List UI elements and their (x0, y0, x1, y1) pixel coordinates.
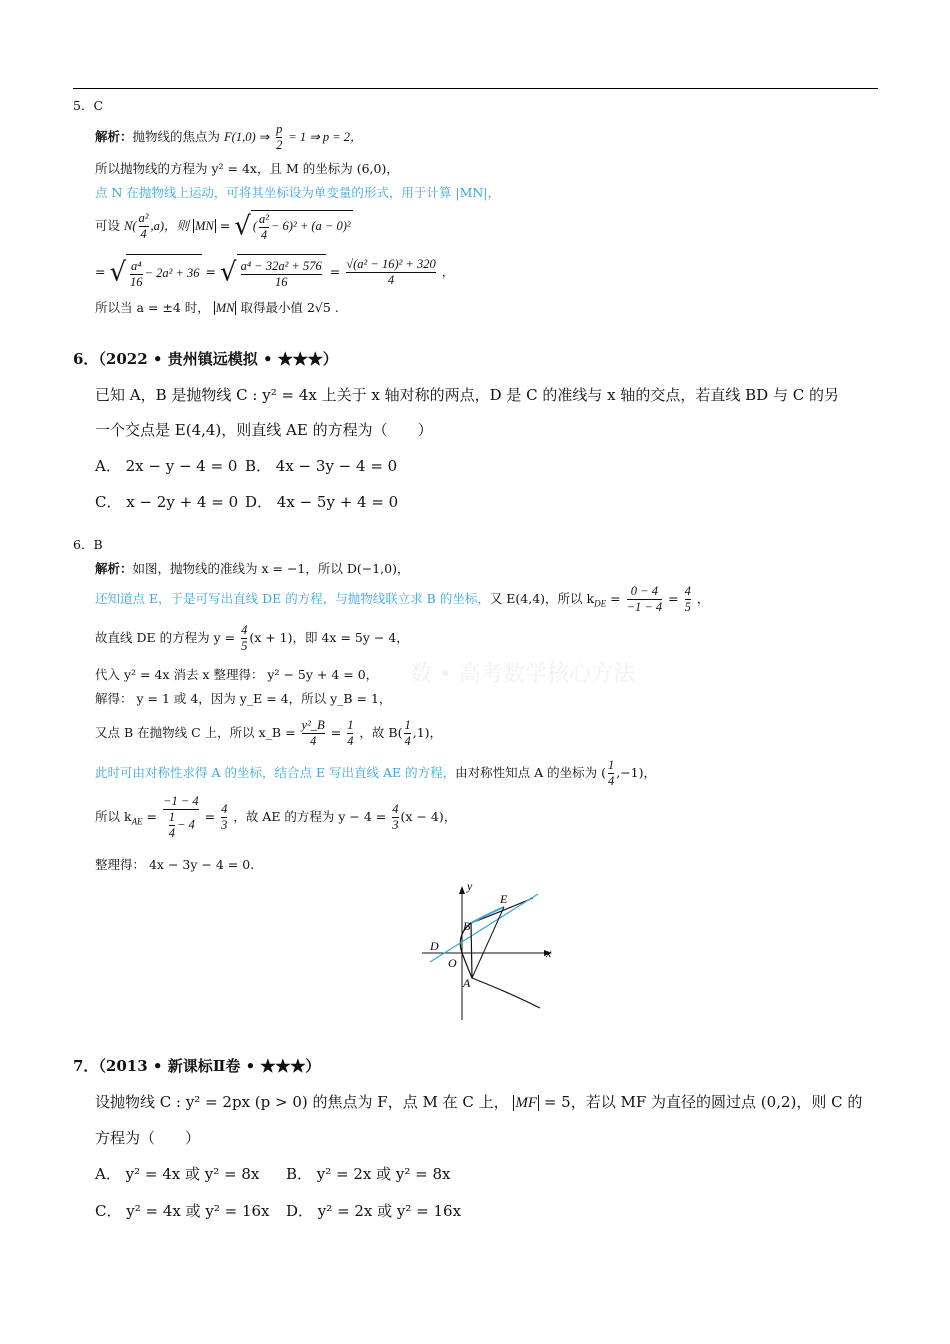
frac-num: 4 (392, 802, 399, 816)
header-rule (73, 88, 878, 89)
q6-l7-end: ,−1)， (616, 765, 657, 780)
q6-frac-1-4-c (608, 758, 614, 789)
q6-frac-4-3-a (221, 802, 227, 833)
q5-frac-final (346, 257, 436, 288)
q5-l6-post: 取得最小值 2√5 . (240, 300, 339, 315)
q6-l6-pre: 又点 B 在抛物线 C 上，所以 x_B = (95, 725, 296, 740)
frac-num: 1 (607, 758, 615, 772)
q6-answer (73, 536, 103, 554)
q6-frac-4-5 (685, 584, 691, 615)
frac-den: 4 (260, 227, 268, 242)
frac-num: y²_B (301, 718, 325, 732)
frac-den: 5 (684, 600, 691, 614)
q6-l3-post: (x + 1)，即 4x = 5y − 4， (249, 630, 409, 645)
parabola-figure (420, 880, 560, 1022)
frac-den: 16 (130, 274, 143, 289)
rad-rest: − 2a² + 36 (144, 266, 200, 280)
solution-label: 解析： (95, 129, 133, 144)
rad-post: − 6)² + (a − 0)² (270, 219, 351, 233)
q6-l2-end: ， (696, 591, 710, 606)
segment-ab (471, 923, 472, 978)
q5-abs-MN-min: MN (215, 301, 235, 315)
q6-l1: 如图，抛物线的准线为 x = −1，所以 D(−1,0)， (132, 561, 410, 576)
q7-header: 7．（2013 • 新课标Ⅱ卷 • ★★★） (73, 1057, 321, 1075)
frac-den: 4 (607, 774, 615, 788)
q6-option-b: B． 4x − 3y − 4 = 0 (245, 457, 398, 475)
q6-solution-line-5: 解得： y = 1 或 4，因为 y_E = 4，所以 y_B = 1， (95, 691, 392, 706)
q5-solution-line-1: 解析：抛物线的焦点为 F(1,0) ⇒ $\frac{p}{2}$ = 1 ⇒ p = 2， (95, 122, 363, 152)
q5-l4-eq: = (219, 217, 231, 233)
frac-den: −1 − 4 (626, 600, 663, 614)
q5-frac-a2-over-4 (139, 211, 149, 242)
q6-l6-mid: ，故 B( (359, 725, 403, 740)
q6-solution-line-1 (95, 560, 410, 578)
q6-frac-1-4-a (347, 718, 353, 749)
frac-den: 3 (392, 818, 399, 832)
frac-den: 4 (168, 826, 176, 840)
q6-solution-line-3 (95, 621, 409, 655)
q6-kae-sub: AE (131, 816, 143, 827)
frac-num: 1 (347, 718, 354, 732)
q6-answer-letter: B (93, 537, 103, 552)
q6-frac-yb2-4 (302, 718, 325, 749)
q5-l5-end: ， (441, 264, 455, 279)
q6-l2-eq: = (610, 591, 621, 606)
line-ae (472, 907, 504, 978)
point-d-label: D (430, 939, 439, 953)
q5-l1-text: 抛物线的焦点为 (132, 129, 221, 144)
q6-header: 6．（2022 • 贵州镇远模拟 • ★★★） (73, 350, 338, 368)
q6-option-d: D． 4x − 5y + 4 = 0 (245, 493, 399, 511)
q6-stem-line-2: 一个交点是 E(4,4)，则直线 AE 的方程为（ ） (95, 421, 433, 439)
q6-frac-slope-de (627, 584, 663, 615)
frac-den: 4 (346, 272, 436, 288)
q5-frac-p-over-2 (276, 122, 282, 153)
q6-frac-slope-ae (163, 794, 199, 841)
y-axis-arrow (459, 886, 465, 894)
q6-solution-line-9: 整理得： 4x − 3y − 4 = 0. (95, 857, 255, 872)
frac-den: 2 (276, 138, 283, 152)
q6-stem-line-1: 已知 A，B 是抛物线 C : y² = 4x 上关于 x 轴对称的两点，D 是 C 的准线与 x 轴的交点，若直线 BD 与 C 的另 (95, 386, 839, 404)
q5-solution-line-2: 所以抛物线的方程为 y² = 4x，且 M 的坐标为 (6,0)， (95, 161, 399, 176)
q5-hint-line: 点 N 在抛物线上运动，可将其坐标设为单变量的形式，用于计算 |MN|， (95, 185, 501, 200)
origin-label: O (448, 956, 457, 970)
q6-solution-line-6 (95, 716, 442, 750)
q5-l4-pre: 可设 (95, 217, 121, 233)
q6-l8-mid: ，故 AE 的方程为 y − 4 = (233, 809, 387, 824)
q7-stem-post: = 5，若以 MF 为直径的圆过点 (0,2)，则 C 的 (543, 1093, 863, 1111)
q6-answer-number: 6． (73, 537, 94, 552)
solution-label: 解析： (95, 561, 133, 576)
q5-point-N: N( (124, 218, 137, 233)
frac-den: 4 (347, 734, 354, 748)
q6-frac-1-4-b (404, 718, 410, 749)
q5-l5-eq: = (95, 264, 106, 279)
q6-solution-line-4: 代入 y² = 4x 消去 x 整理得： y² − 5y + 4 = 0， (95, 667, 379, 682)
frac-num: 4 (221, 802, 228, 816)
q7-option-c: C． y² = 4x 或 y² = 16x (95, 1202, 270, 1220)
frac-den: 4 (404, 734, 411, 748)
frac-num: √(a² − 16)² + 320 (346, 257, 436, 271)
frac-den: 16 (241, 274, 322, 290)
q6-solution-line-8 (95, 794, 456, 845)
q7-stem-line-1 (95, 1093, 862, 1112)
q6-l8-end: (x − 4)， (400, 809, 457, 824)
frac-num: −1 − 4 (163, 794, 199, 808)
q6-l7-text: 由对称性知点 A 的坐标为 ( (455, 765, 606, 780)
frac-num: a⁴ (130, 258, 142, 273)
q6-option-a: A． 2x − y − 4 = 0 (95, 457, 238, 475)
frac-num: a² (258, 211, 269, 226)
frac-num: 1 (168, 810, 176, 824)
q6-l6-end: ,1)， (412, 725, 443, 740)
y-axis-label: y (467, 880, 473, 893)
frac-den: 4 (302, 733, 325, 749)
q6-frac-line-de (241, 623, 247, 654)
point-a-label: A (463, 976, 471, 990)
q6-solution-line-7 (95, 756, 656, 790)
q5-focus: F(1,0) (224, 130, 256, 144)
frac-den-rest: − 4 (177, 817, 195, 832)
q5-solution-line-4 (95, 210, 353, 243)
q7-option-b: B． y² = 2x 或 y² = 8x (286, 1165, 451, 1183)
q7-stem-pre: 设抛物线 C : y² = 2px (p > 0) 的焦点为 F，点 M 在 C 上， (95, 1093, 509, 1111)
frac-den: 5 (241, 639, 248, 653)
q6-hint-1: 还知道点 E，于是可写出直线 DE 的方程，与抛物线联立求 B 的坐标， (95, 591, 490, 606)
q5-radical-3: √ $\frac{\text{a⁴ − 32a² + 576}}{16}$ (220, 254, 326, 291)
frac-num: 4 (684, 584, 691, 598)
q6-l8-pre: 所以 k (95, 809, 132, 824)
q5-solution-line-5: = √ $\frac{\text{a⁴}}{16}$ − 2a² + 36 = √ $\frac{\text{a⁴ − 32a² + 576}}{16}$ = $\frac{\text{√(a² − 16)² + 320}}{4}$ ， (95, 254, 454, 291)
frac-num: a² (138, 210, 149, 225)
q5-answer (73, 97, 103, 115)
q5-l6-pre: 所以当 a = ±4 时， (95, 300, 210, 315)
q5-answer-letter: C (93, 98, 104, 113)
frac-num: 4 (241, 623, 248, 637)
q7-abs-MF: MF (515, 1095, 538, 1111)
frac-num: 0 − 4 (630, 584, 658, 598)
q6-solution-line-2: 还知道点 E，于是可写出直线 DE 的方程，与抛物线联立求 B 的坐标，又 E(4,4)，所以 $k_{DE}$ = $\frac{0 - 4}{-1 - 4}$ = $\frac{4}{5}$ ， (95, 584, 710, 614)
q6-l3-pre: 故直线 DE 的方程为 y = (95, 630, 236, 645)
q6-l8-eq: = (146, 809, 158, 824)
q5-abs-MN: MN (195, 218, 214, 233)
q6-kde-sub: DE (594, 598, 607, 609)
q6-hint-2: 此时可由对称性求得 A 的坐标，结合点 E 写出直线 AE 的方程， (95, 765, 456, 780)
q6-option-c: C． x − 2y + 4 = 0 (95, 493, 239, 511)
q5-radical-1: √ ( $\frac{\text{a²}}{4}$ − 6)² + (a − 0)² (234, 211, 351, 242)
q6-frac-4-3-b (392, 802, 398, 833)
frac-den: 4 (140, 226, 147, 241)
frac-num: 1 (404, 718, 411, 732)
frac-den (163, 809, 199, 841)
q5-l4-n-end: ,a)，则 (150, 218, 190, 233)
q5-answer-number: 5． (73, 98, 94, 113)
arc-be (471, 907, 504, 923)
q6-l6-eq: = (330, 725, 342, 740)
q5-solution-line-6 (95, 299, 339, 317)
q7-stem-line-2: 方程为（ ） (95, 1129, 201, 1147)
frac-num: p (276, 122, 283, 136)
frac-num: a⁴ − 32a² + 576 (240, 258, 322, 273)
q7-option-d: D． y² = 2x 或 y² = 16x (286, 1202, 462, 1220)
q7-option-a: A． y² = 4x 或 y² = 8x (95, 1165, 260, 1183)
x-axis-label: x (546, 946, 552, 960)
frac-den: 3 (221, 818, 228, 832)
q5-l1-end: = 1 ⇒ p = 2， (288, 130, 363, 144)
q5-radical-2: √ $\frac{\text{a⁴}}{16}$ − 2a² + 36 (109, 254, 201, 291)
rad-pre: ( (252, 219, 257, 233)
watermark: 数 • 高考数学核心方法 (410, 662, 635, 687)
q6-l2-text: 又 E(4,4)，所以 k (489, 591, 595, 606)
point-b-label: B (463, 919, 471, 933)
point-e-label: E (500, 892, 508, 906)
q6-l8-eq2: = (204, 809, 216, 824)
